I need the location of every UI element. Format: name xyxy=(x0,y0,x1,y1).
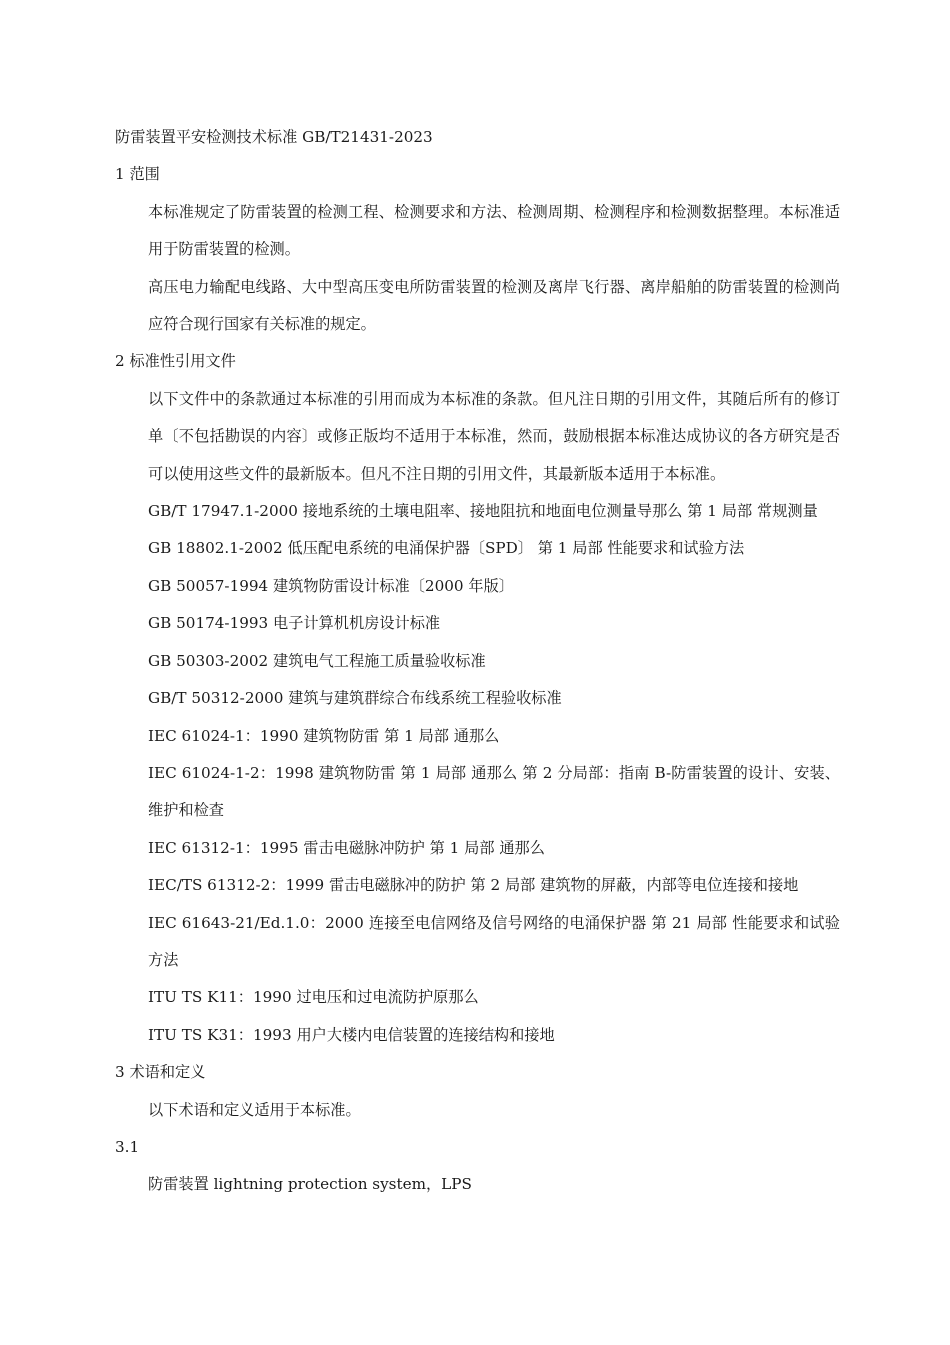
document-body xyxy=(115,119,840,1204)
reference-item: GB 50303-2002 建筑电气工程施工质量验收标准 xyxy=(148,651,486,670)
section-2-intro: 以下文件中的条款通过本标准的引用而成为本标准的条款。但凡注日期的引用文件，其随后所有的修订单〔不包括勘误的内容〕或修正版均不适用于本标准，然而，鼓励根据本标准达成协议的各方研究是否可以使用这些文件的最新版本。但凡不注日期的引用文件，其最新版本适用于本标准。 xyxy=(148,389,840,483)
reference-item: GB/T 50312-2000 建筑与建筑群综合布线系统工程验收标准 xyxy=(148,689,562,708)
reference-item: IEC 61024-1-2：1998 建筑物防雷 第 1 局部 通那么 第 2 分局部：指南 B-防雷装置的设计、安装、维护和检查 xyxy=(148,763,840,820)
clause-number: 3.1 xyxy=(115,1137,140,1156)
reference-item: GB 50057-1994 建筑物防雷设计标准〔2000 年版〕 xyxy=(148,576,514,595)
reference-item: IEC/TS 61312-2：1999 雷击电磁脉冲的防护 第 2 局部 建筑物的屏蔽，内部等电位连接和接地 xyxy=(148,876,799,895)
section-3-intro: 以下术语和定义适用于本标准。 xyxy=(148,1100,361,1119)
term-definition: 防雷装置 lightning protection system，LPS xyxy=(148,1175,472,1194)
section-1-paragraph: 本标准规定了防雷装置的检测工程、检测要求和方法、检测周期、检测程序和检测数据整理。本标准适用于防雷装置的检测。 xyxy=(148,202,840,259)
section-1-paragraph: 高压电力输配电线路、大中型高压变电所防雷装置的检测及离岸飞行器、离岸船舶的防雷装置的检测尚应符合现行国家有关标准的规定。 xyxy=(148,277,840,334)
section-1-heading: 1 范围 xyxy=(115,165,160,184)
reference-item: ITU TS K31：1993 用户大楼内电信装置的连接结构和接地 xyxy=(148,1025,555,1044)
document-title: 防雷装置平安检测技术标准 GB/T21431-2023 xyxy=(115,128,433,146)
reference-item: IEC 61643-21/Ed.1.0：2000 连接至电信网络及信号网络的电涌保护器 第 21 局部 性能要求和试验方法 xyxy=(148,913,840,969)
reference-item: IEC 61312-1：1995 雷击电磁脉冲防护 第 1 局部 通那么 xyxy=(148,838,545,857)
section-2-heading: 2 标准性引用文件 xyxy=(115,352,236,371)
reference-item: ITU TS K11：1990 过电压和过电流防护原那么 xyxy=(148,988,479,1007)
reference-item: GB/T 17947.1-2000 接地系统的土壤电阻率、接地阻抗和地面电位测量导那么 第 1 局部 常规测量 xyxy=(148,502,818,521)
reference-item: IEC 61024-1：1990 建筑物防雷 第 1 局部 通那么 xyxy=(148,726,500,745)
reference-item: GB 18802.1-2002 低压配电系统的电涌保护器〔SPD〕 第 1 局部 性能要求和试验方法 xyxy=(148,539,745,558)
reference-item: GB 50174-1993 电子计算机机房设计标准 xyxy=(148,614,441,633)
section-3-heading: 3 术语和定义 xyxy=(115,1063,206,1082)
